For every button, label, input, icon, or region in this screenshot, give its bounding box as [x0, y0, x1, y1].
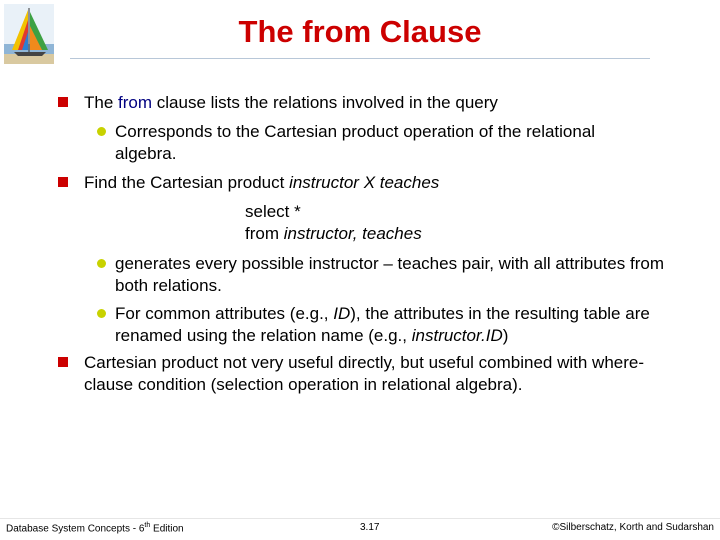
footer-book-pre: Database System Concepts - 6	[6, 523, 145, 535]
round-bullet-icon	[97, 259, 106, 268]
sub-bullet-cartesian	[115, 121, 645, 165]
sub-bullet-generates	[115, 253, 695, 297]
bullet-text-pre: Find the Cartesian product	[84, 173, 290, 192]
sub-bullet-text-c: ), the attributes in the resulting table are renamed using the relation name (e.g.,	[115, 304, 650, 345]
square-bullet-icon	[58, 357, 68, 367]
keyword-from: from	[118, 93, 153, 112]
footer-book-title	[6, 522, 184, 534]
footer-book-sup: th	[144, 522, 151, 529]
bullet-cartesian-usefulness	[84, 352, 644, 396]
round-bullet-icon	[97, 127, 106, 136]
bullet-from-clause	[84, 92, 684, 114]
sql-from-line	[245, 223, 422, 245]
round-bullet-icon	[97, 309, 106, 318]
footer-page-number: 3.17	[360, 522, 380, 533]
footer-book-post: Edition	[150, 523, 184, 535]
footer-copyright: ©Silberschatz, Korth and Sudarshan	[552, 522, 714, 533]
sub-bullet-text-e: )	[502, 326, 509, 345]
bullet-text-post: clause lists the relations involved in the query	[152, 93, 498, 112]
sql-from-keyword: from	[245, 224, 284, 243]
footer-divider	[0, 518, 720, 519]
bullet-text: Cartesian product not very useful directly, but useful combined with where-clause condition (selection operation in relational algebra).	[84, 353, 645, 394]
square-bullet-icon	[58, 177, 68, 187]
sql-from-relations: instructor, teaches	[283, 224, 422, 243]
sub-bullet-text: generates every possible instructor – teaches pair, with all attributes from both relations.	[115, 254, 664, 295]
bullet-text-em: instructor X teaches	[289, 173, 440, 192]
sub-bullet-text-instructor-id: instructor.ID	[411, 326, 503, 345]
sql-select-line: select *	[245, 202, 301, 221]
square-bullet-icon	[58, 97, 68, 107]
sub-bullet-common-attributes	[115, 303, 675, 347]
bullet-text-pre: The	[84, 93, 119, 112]
bullet-find-product	[84, 172, 684, 194]
sub-bullet-text: Corresponds to the Cartesian product operation of the relational algebra.	[115, 122, 596, 163]
page-title: The from Clause	[238, 14, 482, 49]
sub-bullet-text-id: ID	[333, 304, 351, 323]
sub-bullet-text-a: For common attributes (e.g.,	[115, 304, 334, 323]
title-divider	[70, 58, 650, 59]
